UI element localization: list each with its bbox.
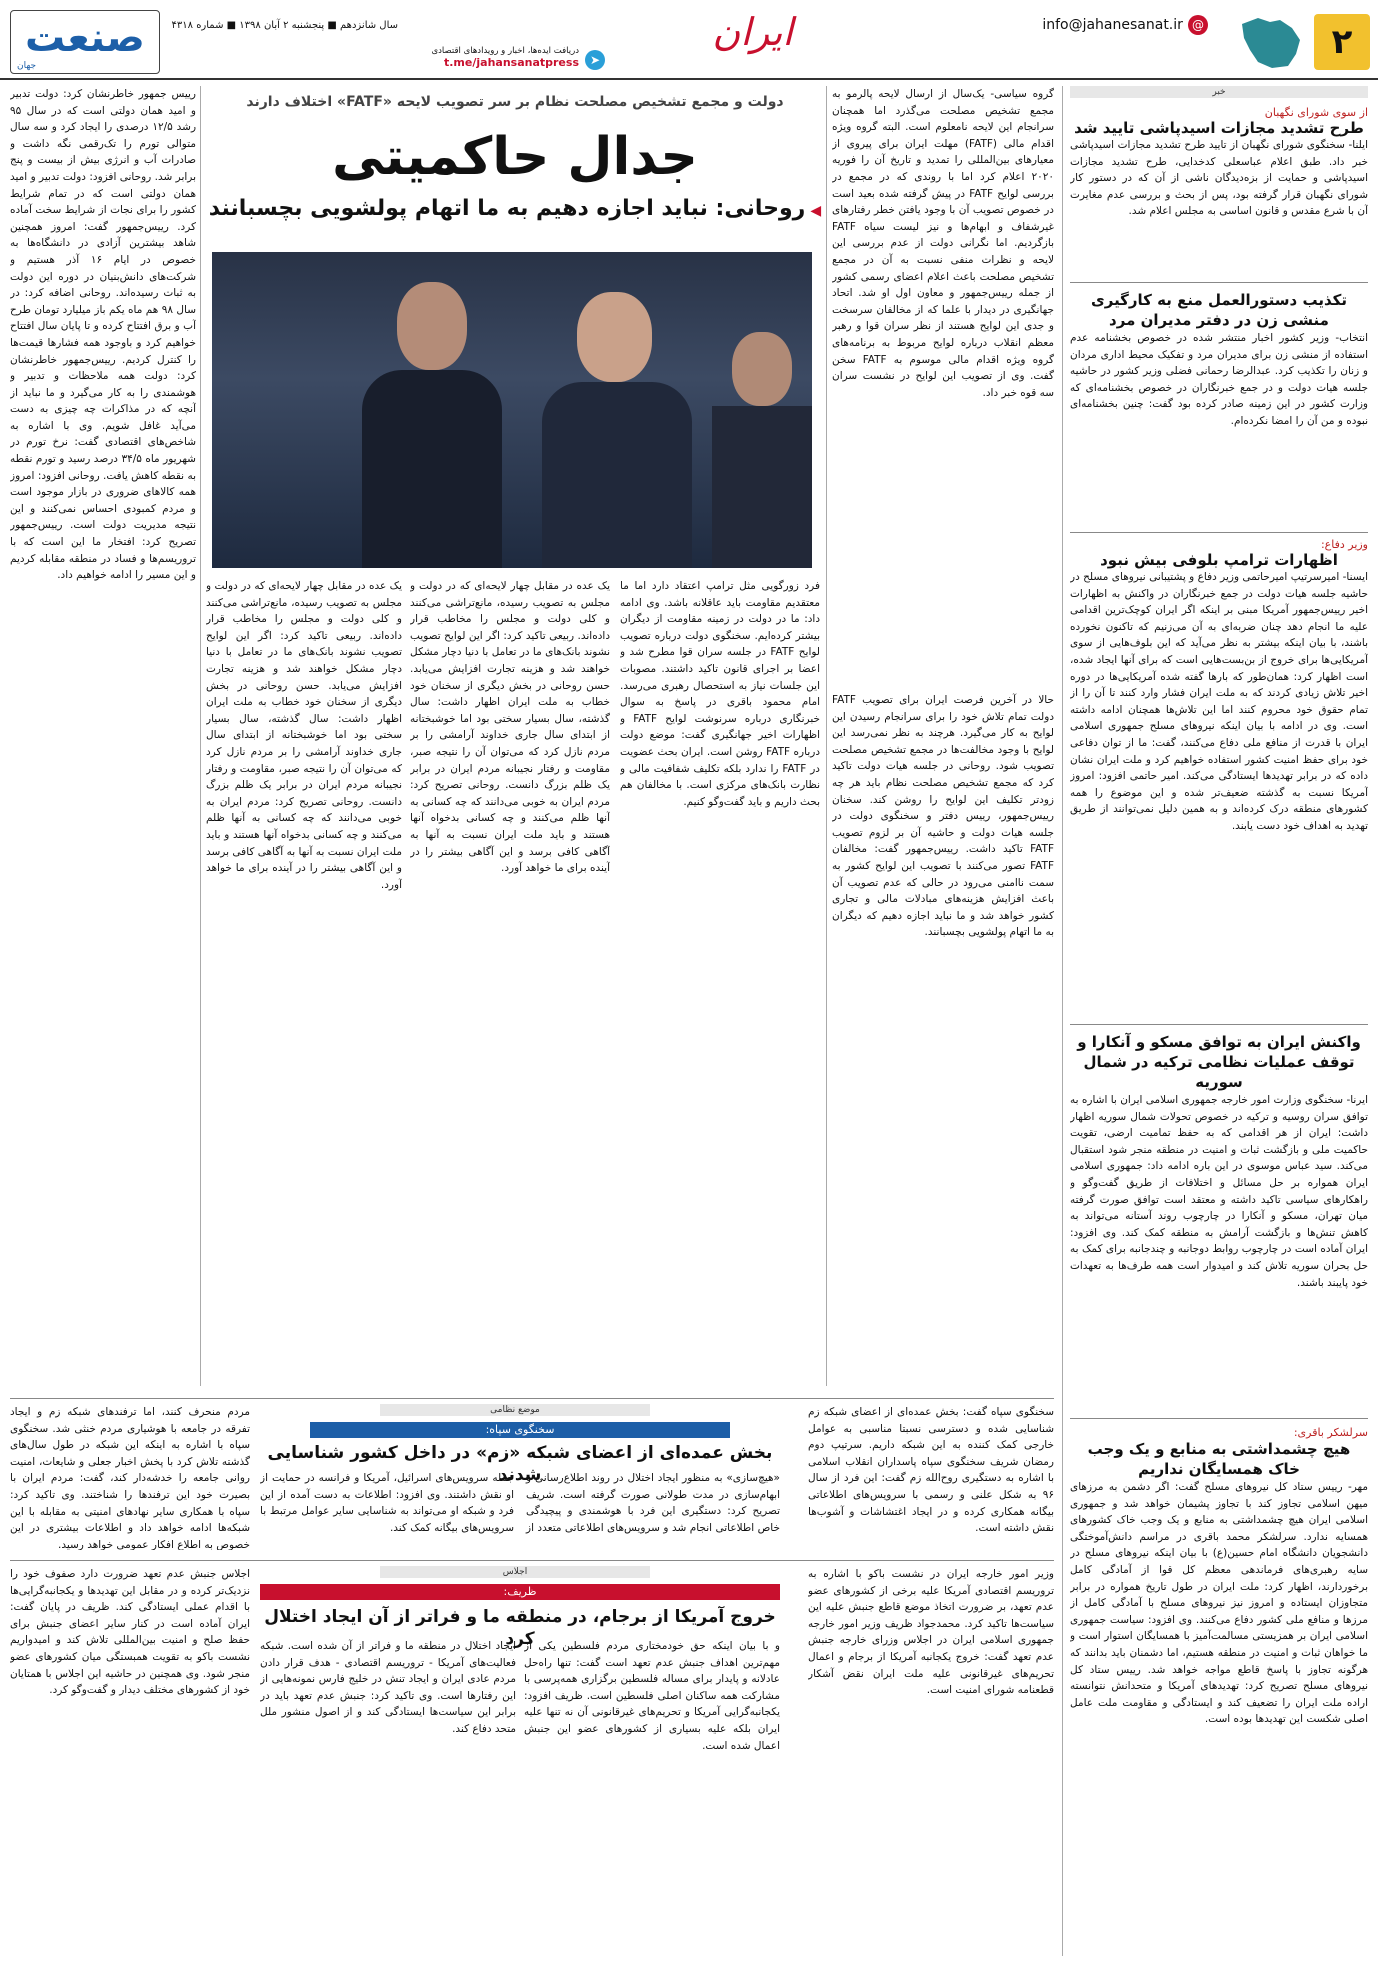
bottom-kicker-box xyxy=(310,1422,730,1438)
sidebar-kicker: از سوی شورای نگهبان xyxy=(1264,106,1368,119)
bottom-title: خروج آمریکا از برجام، در منطقه ما و فراتر از آن ایجاد اختلال کرد xyxy=(264,1607,776,1649)
bottom-col-a: سخنگوی سپاه گفت: بخش عمده‌ای از اعضای شبکه زم شناسایی شده و دسترسی نسبتا مناسبی به عوامل خارجی کمک کننده به این شبکه داریم. سرتیپ دوم رمضان شریف سخنگوی سپاه پاسداران انقلاب اسلامی با اشاره به دستگیری روح‌الله زم گفت: این فرد از سال ۹۶ به شکل علنی و رسمی با سرویس‌های اطلاعاتی بیگانه همکاری کرده و در ایجاد اغتشاشات و آشوب‌ها نقش داشته است. xyxy=(808,1406,1054,1535)
sidebar-item-3 xyxy=(1070,538,1368,1018)
sidebar-title: اظهارات ترامپ بلوفی بیش نبود xyxy=(1100,551,1338,569)
bottom-kicker: سخنگوی سپاه: xyxy=(485,1423,555,1436)
logo-text: صنعت xyxy=(25,15,145,61)
bottom-col-c: ایجاد اختلال در منطقه ما و فراتر از آن شده است. شبکه فعالیت‌های آمریکا - تروریسم اقتصادی - هدف قرار دادن مردم عادی ایران و ایجاد تنش در خلیج فارس نمونه‌هایی از این رفتارها است. وی تاکید کرد: جنبش عدم تعهد باید در برابر این سیاست‌ها ایستادگی کند و از اصول منشور ملل متحد دفاع کند. xyxy=(260,1640,516,1735)
sidebar-item-5 xyxy=(1070,1426,1368,1956)
bottom-kicker-box xyxy=(260,1584,780,1600)
article-column-3: فرد زورگویی مثل ترامپ اعتقاد دارد اما ما معتقدیم مقاومت باید عاقلانه باشد. وی ادامه داد: ما در دولت در زمینه مقاومت از دیگران بیشتر کرده‌ایم. سخنگوی دولت درباره تصویب لوایح FATF در جلسه سران قوا مطرح شد و اعضا بر اجرای قانون تاکید داشتند. مصوبات این جلسات نیاز به استحصال رهبری می‌رسد. امام محمود باقری در پاسخ به سوال خبرنگاری درباره سرنوشت لوایح FATF و اظهارات اخیر جهانگیری گفت: موضع دولت درباره FATF روشن است. ایران بحث عضویت در FATF را ندارد بلکه تکلیف شفافیت مالی و نظارت بانک‌های مرکزی است. با مخالفان هم بحث داریم و باید گفت‌وگو کنیم. xyxy=(620,580,820,808)
super-title: دولت و مجمع تشخیص مصلحت نظام بر سر تصویب لایحه «FATF» اختلاف دارند xyxy=(246,94,784,110)
bottom-col-d: اجلاس جنبش عدم تعهد ضرورت دارد صفوف خود را نزدیک‌تر کرده و در مقابل این تهدیدها و یکجانبه‌گرایی‌ها با اقدام عملی ایستادگی کند. ظریف در پایان گفت: ایران آماده است در کنار سایر اعضای جنبش برای حفظ صلح و امنیت بین‌المللی تلاش کند و امیدواریم نشست باکو به تقویت همبستگی میان کشورهای عضو منجر شود. وی همچنین در حاشیه این اجلاس با همتایان خود از کشورهای مختلف دیدار و گفت‌وگو کرد. xyxy=(10,1568,250,1697)
article-column-6: یک عده در مقابل چهار لایحه‌ای که در دولت و مجلس به تصویب رسیده، مانع‌تراشی می‌کنند و کلی دولت و مجلس را مخاطب قرار داده‌اند. ربیعی تاکید کرد: اگر این لوایح تصویب نشوند بانک‌های ما در تعامل با دنیا دچار مشکل خواهند شد و هزینه تجارت افزایش می‌یابد. حسن روحانی در بخش دیگری از سخنان خود خطاب به ملت ایران اظهار داشت: سال گذشته، سال بسیار سختی بود اما خوشبختانه از ابتدای سال جاری خداوند آرامشی را بر مردم نازل کرد که می‌توان آن را نتیجه صبر، مقاومت و رفتار نجیبانه مردم ایران در برابر یک ظلم بزرگ دانست. روحانی تصریح کرد: مردم ایران به خوبی می‌دانند که چه کسانی به آنها ظلم می‌کنند و چه کسانی بدخواه آنها هستند و باید ملت ایران نسبت به آنها به آگاهی کافی برسد و این آگاهی بیشتر را در آینده برای ما خواهد آورد. xyxy=(206,580,402,891)
sidebar-body: ایلنا- سخنگوی شورای نگهبان از تایید طرح تشدید مجازات اسیدپاشی خبر داد. طبق اعلام عباسعلی کدخدایی، طرح تشدید مجازات اسیدپاشی و حمایت از بزه‌دیدگان ناشی از آن که در دستور کار شورای نگهبان قرار گرفته بود، پس از بحث و بررسی عدم مغایرت آن با شرع مقدس و قانون اساسی به مجلس اعلام شد. xyxy=(1070,139,1368,218)
bottom-story-1 xyxy=(10,1404,1054,1554)
page-number-box xyxy=(1314,14,1370,70)
bottom-title: بخش عمده‌ای از اعضای شبکه «زم» در داخل کشور شناسایی شدند xyxy=(267,1443,773,1485)
sidebar-tag: خبر xyxy=(1070,86,1368,98)
section-title: ایران xyxy=(712,10,793,54)
sidebar-title: واکنش ایران به توافق مسکو و آنکارا و توقف عملیات نظامی ترکیه در شمال سوریه xyxy=(1077,1033,1361,1091)
subhead-text: روحانی: نباید اجازه دهیم به ما اتهام پولشویی بچسبانند xyxy=(208,196,806,221)
telegram-line1: دریافت ایده‌ها، اخبار و رویدادهای اقتصادی xyxy=(431,46,579,56)
logo xyxy=(10,10,160,74)
sidebar-title: تکذیب دستورالعمل منع به کارگیری منشی زن در دفتر مدیران مرد xyxy=(1090,291,1348,329)
bottom-col-b: «هیچ‌سازی» به منظور ایجاد اختلال در روند اطلاع‌رسانی و ابهام‌سازی در مدت طولانی صورت گرفته است. شریف تصریح کرد: دستگیری این فرد با هوشمندی و پیچیدگی خاص اطلاعاتی انجام شد و سرویس‌های اطلاعاتی متعدد از جمله سرویس‌های اسرائیل، آمریکا و فرانسه در حمایت از او نقش داشتند. وی افزود: اطلاعات به دست آمده از این فرد و شبکه او می‌تواند به شناسایی سایر عوامل مرتبط با سرویس‌های بیگانه کمک کند. xyxy=(260,1472,780,1534)
masthead xyxy=(0,0,1378,80)
sidebar-kicker: وزیر دفاع: xyxy=(1320,538,1368,551)
telegram-box[interactable] xyxy=(405,46,605,69)
sidebar-item-1 xyxy=(1070,106,1368,276)
email-icon: @ xyxy=(1188,15,1208,35)
page-number: ۲ xyxy=(1331,22,1353,62)
photo-person-1 xyxy=(542,292,692,568)
article-column-5: رییس جمهور خاطرنشان کرد: دولت تدبیر و امید همان دولتی است که در سال ۹۵ رشد ۱۲/۵ درصدی را ایجاد کرد و سه سال متوالی تورم را تک‌رقمی نگه داشت و صادرات آب و انرژی بیش از بیست و پنج برابر شد. روحانی افزود: دولت تدبیر و امید همان دولتی است که در تمام شرایط کشور را برای نجات از شرایط سخت آماده کرد. رییس‌جمهور گفت: امروز همچنین شاهد بیشترین آزادی در دانشگاه‌ها به خصوص در ایام ۱۶ آذر هستیم و شرکت‌های دانش‌بنیان در دوره این دولت به ثبات رسیده‌اند. روحانی اضافه کرد: در سال ۹۸ هم ماه یکم باز میلیارد تومان طرح آب و برق افتتاح کرده و تا پایان سال افتتاح خواهیم کرد و باوجود همه فشارها قیمت‌ها را کنترل کردیم. رییس‌جمهور خاطرنشان کرد: دولت همه ملاحظات و تدبیر و هوشمندی را به کار می‌گیرد و ما نباید از آنچه که در مذاکرات چه چیزی به دست می‌آید غافل شویم. وی با اشاره به شاخص‌های اقتصادی گفت: نرخ تورم در شهریور ماه ۳۴/۵ درصد رسید و تورم نقطه به نقطه کاهش یافت. روحانی افزود: امروز همه کالاهای ضروری در بازار موجود است و مردم کمبودی احساس نمی‌کنند و این نتیجه مدیریت دولت است. رییس‌جمهور تصریح کرد: افتخار ما این است که با تروریسم‌ها و فساد در منطقه مقابله کردیم و این مسیر را ادامه خواهیم داد. xyxy=(10,88,196,582)
telegram-icon: ➤ xyxy=(585,50,605,70)
sidebar-body: ایسنا- امیرسرتیپ امیرحاتمی وزیر دفاع و پشتیبانی نیروهای مسلح در حاشیه جلسه هیات دولت در جمع خبرنگاران در واکنش به اظهارات اخیر رییس‌جمهور آمریکا مبنی بر اینکه اگر ایران کوچک‌ترین اقدامی علیه ما انجام دهد چنان ضربه‌ای به آن می‌زنیم که تاکنون نخورده باشند، با بیان اینکه بیشتر به نظر می‌آید که این بلوف‌هایی از سوی آمریکایی‌ها برای خروج از بن‌بست‌هایی است که برای آنها ایجاد شده، است اظهار کرد: همان‌طور که بارها گفته شده آمریکایی‌ها در دوره اخیر تلاش زیادی کردند که به ملت ایران فشار وارد کنند تا آن را از تمام حقوق خود محروم کنند اما این تلاش‌ها همچنان ادامه داشته است. وی در ادامه با بیان اینکه نیروهای مسلح جمهوری اسلامی ایران با قدرت از منافع ملی دفاع می‌کنند، گفت: ما از توان دفاعی خود برای حفظ امنیت کشور استفاده خواهیم کرد و ملت ایران نشان داده که در برابر تهدیدها ایستادگی می‌کند. امیر حاتمی افزود: امروز آمریکا نسبت به گذشته ضعیف‌تر شده و این موضوع را همه کشورهای منطقه درک کرده‌اند و به همین دلیل نمی‌توانند از طریق تهدید به اهداف خود دست یابند. xyxy=(1070,571,1368,832)
article-column-2: حالا در آخرین فرصت ایران برای تصویب FATF دولت تمام تلاش خود را برای سرانجام رسیدن این لوایح به کار می‌گیرد. هرچند به نظر نمی‌رسد این لوایح با وجود مخالفت‌ها در مجمع تشخیص مصلحت تصویب شود. روحانی در جلسه هیات دولت تاکید کرد که مجمع تشخیص مصلحت نظام باید هر چه زودتر تکلیف این لوایح را روشن کند. سخنان رییس‌جمهور، رییس دفتر و سخنگوی دولت در جلسه هیات دولت و حاشیه آن بر لزوم تصویب FATF تاکید داشت. رییس‌جمهور گفت: مخالفان FATF تصور می‌کنند با تصویب این لوایح کشور به سمت ناامنی می‌رود در حالی که عدم تصویب آن باعث افزایش هزینه‌های مبادلات مالی و تجاری کشور خواهد شد و ما نباید اجازه دهیم که دیگران به ما اتهام پولشویی بچسبانند. xyxy=(832,694,1054,939)
red-bullet-icon: ◀ xyxy=(810,203,822,219)
iran-map-icon xyxy=(1236,14,1306,72)
bottom-story-2 xyxy=(10,1566,1054,1956)
bottom-tag: اجلاس xyxy=(380,1566,650,1578)
issue-info: سال شانزدهم ■ پنجشنبه ۲ آبان ۱۳۹۸ ■ شماره ۴۳۱۸ xyxy=(171,20,398,31)
email-box xyxy=(1042,14,1208,38)
bottom-col-c: مردم منحرف کنند، اما ترفندهای شبکه زم و ایجاد تفرقه در جامعه با هوشیاری مردم خنثی شد. سخنگوی سپاه با اشاره به اینکه این شبکه در طول سال‌های گذشته تلاش کرد با پخش اخبار جعلی و شایعات، امنیت روانی جامعه را خدشه‌دار کند، گفت: مردم ایران با بصیرت خود این ترفندها را شناختند. وی تاکید کرد: سپاه با همکاری سایر نهادهای امنیتی به مقابله با این شبکه‌ها ادامه خواهد داد و اطلاعات بیشتری در این خصوص به اطلاع افکار عمومی خواهد رسید. xyxy=(10,1406,250,1550)
sidebar-body: ایرنا- سخنگوی وزارت امور خارجه جمهوری اسلامی ایران با اشاره به توافق سران روسیه و ترکیه در خصوص تحولات شمال سوریه اظهار داشت: ایران از هر اقدامی که به حفظ تمامیت ارضی، تقویت حاکمیت ملی و بازگشت ثبات و امنیت در منطقه منجر شود استقبال می‌کند. سید عباس موسوی در این باره ادامه داد: جمهوری اسلامی ایران همواره بر حل مسائل و اختلافات از طریق گفت‌وگو و راهکارهای سیاسی تاکید داشته و معتقد است توافق صورت گرفته میان تهران، مسکو و آنکارا در چارچوب روند آستانه می‌تواند به کاهش تنش‌ها و بازگشت آرامش به منطقه کمک کند. وی افزود: ایران آماده است در چارچوب روابط دوجانبه و چندجانبه برای کمک به حل بحران سوریه تلاش کند و امیدوار است همه طرف‌ها به تعهدات خود پایبند باشند. xyxy=(1070,1094,1368,1289)
subhead xyxy=(200,196,830,221)
sidebar-item-2 xyxy=(1070,290,1368,526)
sidebar-body: انتخاب- وزیر کشور اخبار منتشر شده در خصوص بخشنامه عدم استفاده از منشی زن برای مدیران مرد و تفکیک محیط اداری مردان و زنان را تکذیب کرد. عبدالرضا رحمانی فضلی وزیر کشور در حاشیه جلسه هیات دولت و در جمع خبرنگاران در خصوص بخشنامه‌ای که وزارت کشور در این زمینه صادر کرده بود گفت: چنین بخشنامه‌ای نبوده و من آن را امضا نکرده‌ام. xyxy=(1070,332,1368,427)
bottom-kicker: ظریف: xyxy=(503,1585,537,1598)
main-photo xyxy=(212,252,812,568)
bottom-tag: موضع نظامی xyxy=(380,1404,650,1416)
sidebar-title: طرح تشدید مجازات اسیدپاشی تایید شد xyxy=(1074,119,1364,137)
email-text[interactable]: info@jahanesanat.ir xyxy=(1042,16,1183,33)
sidebar xyxy=(1070,86,1368,1486)
photo-person-2 xyxy=(362,282,502,568)
logo-small: جهان xyxy=(17,61,37,71)
sidebar-title: هیچ چشمداشتی به منابع و یک وجب خاک همسایگان نداریم xyxy=(1087,1440,1351,1478)
headline: جدال حاکمیتی xyxy=(332,127,698,187)
bottom-col-a: وزیر امور خارجه ایران در نشست باکو با اشاره به تروریسم اقتصادی آمریکا علیه برخی از کشورهای عضو عدم تعهد، بر ضرورت اتخاذ موضع قاطع جنبش علیه این سیاست‌ها تاکید کرد. محمدجواد ظریف وزیر امور خارجه جمهوری اسلامی ایران در اجلاس وزرای خارجه جنبش عدم تعهد گفت: خروج یکجانبه آمریکا از برجام و اعمال تحریم‌های غیرقانونی علیه ملت ایران نقض آشکار قطعنامه شورای امنیت است. xyxy=(808,1568,1054,1697)
article-column-4: یک عده در مقابل چهار لایحه‌ای که در دولت و مجلس به تصویب رسیده، مانع‌تراشی می‌کنند و کلی دولت و مجلس را مخاطب قرار داده‌اند. ربیعی تاکید کرد: اگر این لوایح تصویب نشوند بانک‌های ما در تعامل با دنیا دچار مشکل خواهند شد و هزینه تجارت افزایش می‌یابد. حسن روحانی در بخش دیگری از سخنان خود خطاب به ملت ایران اظهار داشت: سال گذشته، سال بسیار سختی بود اما خوشبختانه از ابتدای سال جاری خداوند آرامشی را بر مردم نازل کرد که می‌توان آن را نتیجه صبر، مقاومت و رفتار نجیبانه مردم ایران در برابر یک ظلم بزرگ دانست. روحانی تصریح کرد: مردم ایران به خوبی می‌دانند که چه کسانی به آنها ظلم می‌کنند و چه کسانی بدخواه آنها هستند و باید ملت ایران نسبت به آنها به آگاهی کافی برسد و این آگاهی بیشتر را در آینده برای ما خواهد آورد. xyxy=(410,580,610,875)
photo-person-3 xyxy=(712,332,812,568)
lead-article: گروه سیاسی- یک‌سال از ارسال لایحه پالرمو به مجمع تشخیص مصلحت می‌گذرد اما همچنان سرانجام این لایحه نامعلوم است. البته گروه ویژه اقدام مالی (FATF) مهلت ایران برای پیروی از معیارهای بین‌المللی را تمدید و تاریخ آن را فوریه ۲۰۲۰ اعلام کرد اما با روندی که در مجمع در بررسی لوایح FATF در پیش گرفته شده بعید است در خصوص تصویب آن با وجود یافتن خطر رفتارهای غیرشفاف و ابهام‌ها و نیز لیست سیاه FATF بازگردیم. اما نگرانی دولت از عدم بررسی این لایحه و نظرات منفی نسبت به آن در مجمع تشخیص مصلحت باعث اعلام اعضای رسمی کشور از جمله رییس‌جمهور و معاون اول او شد. اتحاد جهانگیری در دیدار با علما که از مخالفان سرسخت و جدی این لوایح هستند از نظر سران قوا و رهبر معظم انقلاب درباره لوایح مربوط به برنامه‌های گروه ویژه اقدام مالی موسوم به FATF سخن گفت. وی از تصویب این لوایح در نشست سران سه قوه خبر داد. xyxy=(832,88,1054,399)
sidebar-kicker: سرلشکر باقری: xyxy=(1293,1426,1368,1439)
sidebar-body: مهر- رییس ستاد کل نیروهای مسلح گفت: اگر دشمن به مرزهای میهن اسلامی تجاوز کند با تجاوز پشیمان خواهد شد و جمهوری اسلامی ایران هیچ چشمداشتی به منابع و یک وجب خاک کشورهای همسایه ندارد. سرلشکر محمد باقری در مراسم دانش‌آموختگی دانشجویان دانشگاه امام حسین(ع) با بیان اینکه نیروهای مسلح در سایه رهبری‌های فرماندهی معظم کل قوا از آمادگی کامل برخوردارند، اظهار کرد: ملت ایران در طول تاریخ همواره در برابر متجاوزان ایستاده و امروز نیز نیروهای مسلح با آمادگی کامل از مرزها و منافع ملی کشور دفاع می‌کنند. وی افزود: سیاست جمهوری اسلامی ایران بر همزیستی مسالمت‌آمیز با همسایگان استوار است و ما خواهان ثبات و امنیت در منطقه هستیم، اما دشمنان باید بدانند که هرگونه تجاوز با پاسخ قاطع مواجه خواهد شد. رییس ستاد کل نیروهای مسلح تصریح کرد: تهدیدهای آمریکا و متحدانش نتوانسته اراده ملت ایران را تضعیف کند و ایستادگی و مقاومت ملت عامل اصلی شکست این تهدیدها بوده است. xyxy=(1070,1481,1368,1726)
telegram-line2[interactable]: t.me/jahansanatpress xyxy=(444,56,579,69)
bottom-col-b: و با بیان اینکه حق خودمختاری مردم فلسطین یکی از مهم‌ترین اهداف جنبش عدم تعهد است گفت: تنها راه‌حل عادلانه و پایدار برای مساله فلسطین برگزاری همه‌پرسی با مشارکت همه ساکنان اصلی فلسطین است. ظریف افزود: یکجانبه‌گرایی آمریکا و تحریم‌های غیرقانونی آن نه تنها علیه ایران بلکه علیه بسیاری از کشورهای عضو این جنبش اعمال شده است. xyxy=(524,1640,780,1752)
